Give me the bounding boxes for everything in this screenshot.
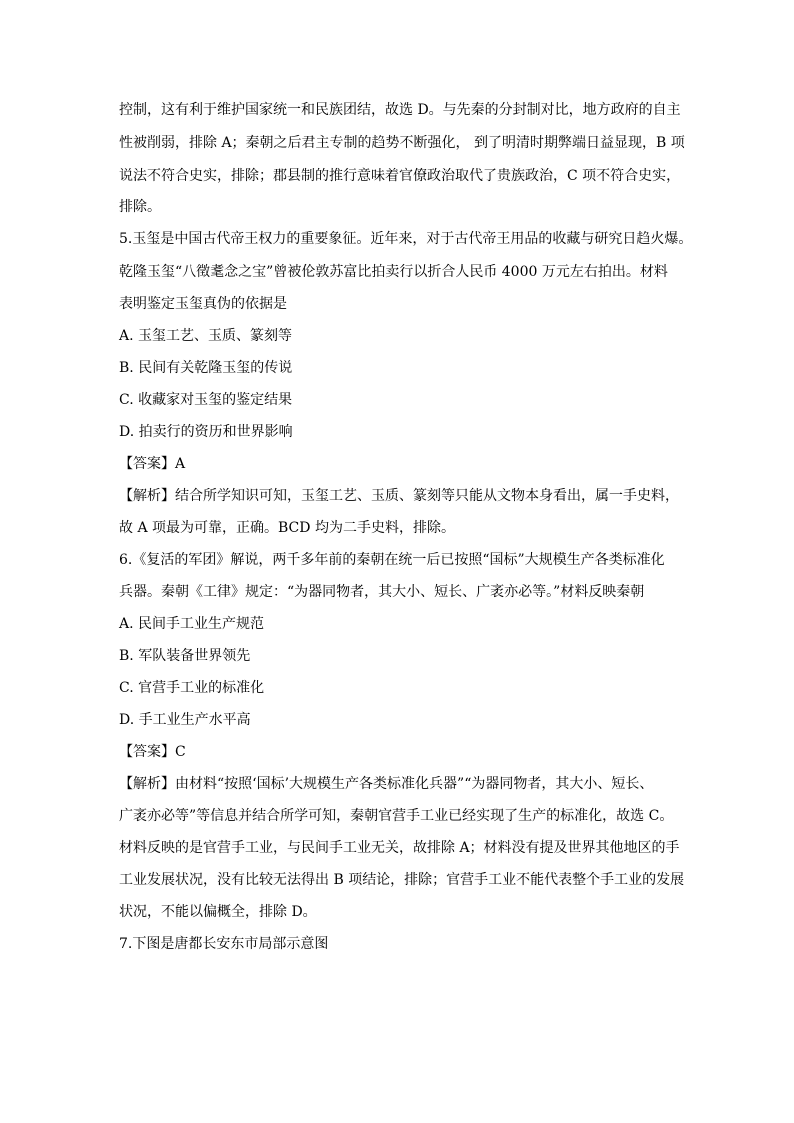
option-b: B. 民间有关乾隆玉玺的传说 bbox=[119, 360, 293, 376]
question-stem: 兵器。秦朝《工律》规定：“为器同物者，其大小、短长、广袤亦必等。”材料反映秦朝 bbox=[119, 584, 645, 600]
analysis-line: 【解析】由材料“按照‘国标’大规模生产各类标准化兵器”“为器同物者，其大小、短长、 bbox=[119, 776, 654, 792]
analysis-line: 故 A 项最为可靠，正确。BCD 均为二手史料，排除。 bbox=[119, 520, 455, 536]
option-c: C. 收藏家对玉玺的鉴定结果 bbox=[119, 392, 293, 408]
option-b: B. 军队装备世界领先 bbox=[119, 648, 251, 664]
analysis-line: 材料反映的是官营手工业，与民间手工业无关，故排除 A；材料没有提及世界其他地区的手 bbox=[119, 840, 680, 856]
paragraph-line: 排除。 bbox=[119, 199, 161, 215]
option-d: D. 拍卖行的资历和世界影响 bbox=[119, 424, 293, 440]
analysis-line: 状况，不能以偏概全，排除 D。 bbox=[119, 904, 317, 920]
option-c: C. 官营手工业的标准化 bbox=[119, 680, 265, 696]
question-stem: 表明鉴定玉玺真伪的依据是 bbox=[119, 296, 287, 312]
analysis-line: 广袤亦必等”等信息并结合所学可知，秦朝官营手工业已经实现了生产的标准化，故选 C。 bbox=[119, 808, 674, 824]
analysis-line: 【解析】结合所学知识可知，玉玺工艺、玉质、篆刻等只能从文物本身看出，属一手史料， bbox=[119, 488, 679, 504]
paragraph-line: 控制，这有利于维护国家统一和民族团结，故选 D。与先秦的分封制对比，地方政府的自主 bbox=[119, 102, 681, 118]
question-stem: 5.玉玺是中国古代帝王权力的重要象征。近年来，对于古代帝王用品的收藏与研究日趋火爆。 bbox=[119, 231, 693, 247]
answer-line: 【答案】C bbox=[119, 744, 186, 760]
question-stem: 乾隆玉玺“八徵耄念之宝”曾被伦敦苏富比拍卖行以折合人民币 4000 万元左右拍出。材料 bbox=[119, 264, 668, 280]
paragraph-line: 说法不符合史实，排除；郡县制的推行意味着官僚政治取代了贵族政治，C 项不符合史实， bbox=[119, 168, 681, 184]
question-stem: 7.下图是唐都长安东市局部示意图 bbox=[119, 936, 329, 952]
answer-line: 【答案】A bbox=[119, 456, 186, 472]
option-a: A. 民间手工业生产规范 bbox=[119, 616, 265, 632]
question-stem: 6.《复活的军团》解说，两千多年前的秦朝在统一后已按照“国标”大规模生产各类标准化 bbox=[119, 552, 665, 568]
option-a: A. 玉玺工艺、玉质、篆刻等 bbox=[119, 328, 293, 344]
analysis-line: 工业发展状况，没有比较无法得出 B 项结论，排除；官营手工业不能代表整个手工业的发展 bbox=[119, 872, 685, 888]
paragraph-line: 性被削弱，排除 A；秦朝之后君主专制的趋势不断强化， 到了明清时期弊端日益显现，B 项 bbox=[119, 135, 685, 151]
option-d: D. 手工业生产水平高 bbox=[119, 712, 251, 728]
